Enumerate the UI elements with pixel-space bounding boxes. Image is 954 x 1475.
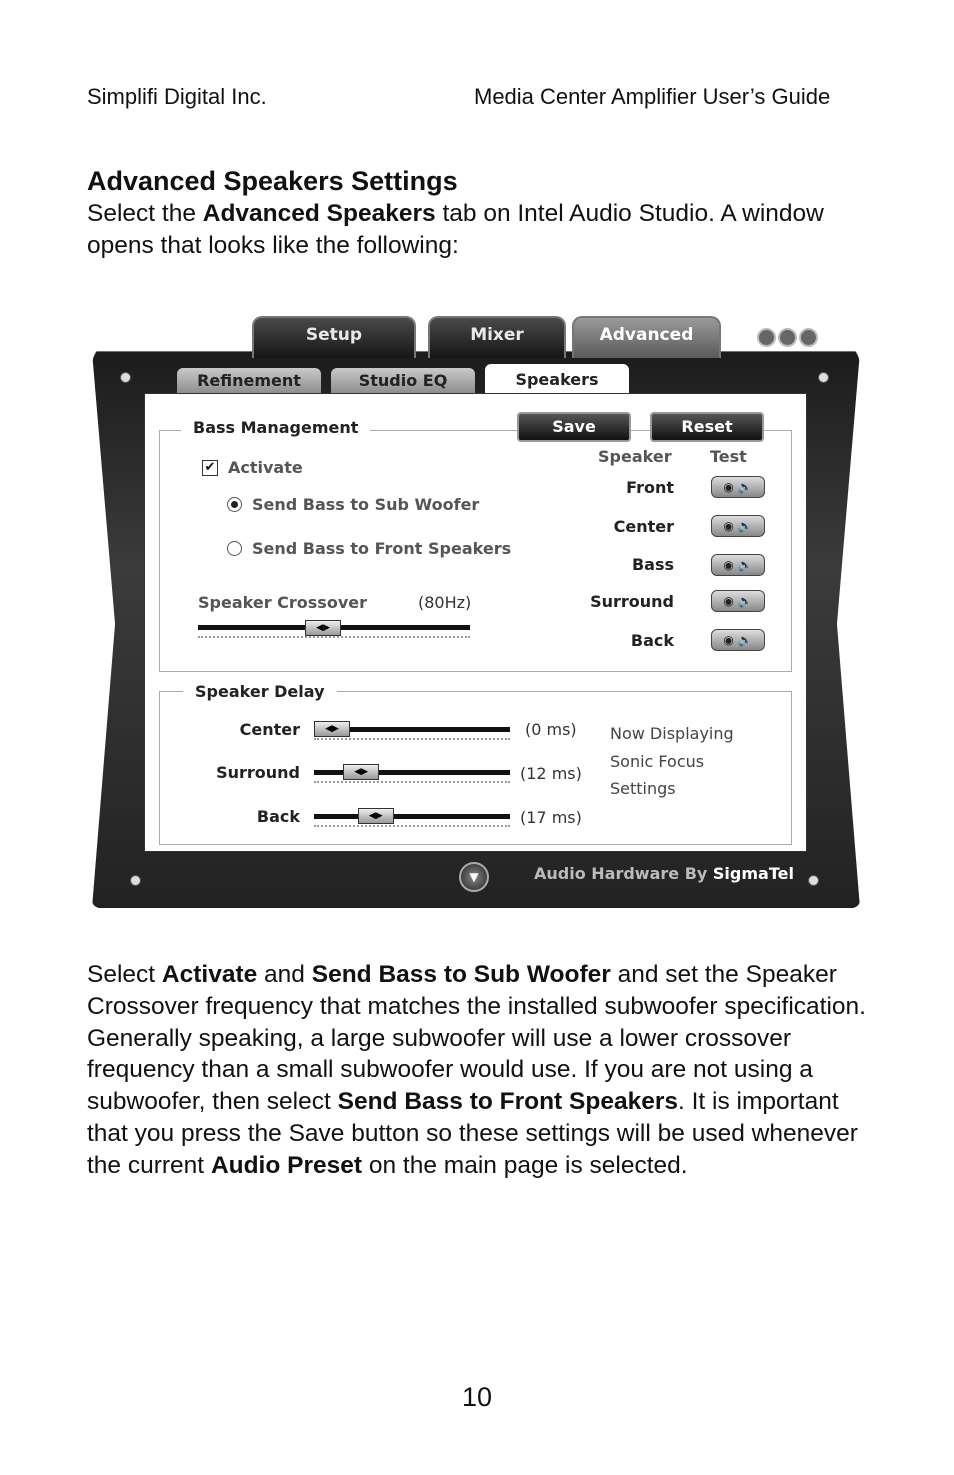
crossover-label: Speaker Crossover: [198, 593, 367, 612]
speakers-panel: [144, 393, 807, 852]
test-front-button[interactable]: ◉ 🔈: [711, 476, 765, 498]
radio-sub-woofer[interactable]: [227, 497, 242, 512]
speaker-label-front: Front: [626, 478, 674, 497]
header-guide-title: Media Center Amplifier User’s Guide: [474, 84, 831, 109]
reset-button[interactable]: Reset: [650, 412, 764, 442]
bass-management-title: Bass Management: [181, 418, 370, 437]
radio-front-speakers-label: Send Bass to Front Speakers: [252, 539, 512, 558]
screw-icon: [120, 372, 131, 383]
window-controls: [757, 328, 820, 351]
delay-back-thumb[interactable]: ◀▶: [358, 808, 394, 824]
delay-label-surround: Surround: [216, 763, 300, 782]
intro-paragraph: Select the Advanced Speakers tab on Intel Audio Studio. A window opens that looks like the following:: [87, 200, 824, 259]
speaker-label-center: Center: [613, 517, 674, 536]
tab-advanced[interactable]: Advanced: [572, 316, 721, 358]
screw-icon: [818, 372, 829, 383]
page-number: 10: [461, 1382, 493, 1412]
expand-knob-icon[interactable]: ▼: [459, 862, 489, 892]
test-column-header: Test: [710, 447, 747, 466]
speaker-label-bass: Bass: [631, 555, 674, 574]
crossover-slider-thumb[interactable]: ◀▶: [305, 620, 341, 636]
subtab-refinement[interactable]: Refinement: [177, 368, 321, 394]
activate-checkbox[interactable]: ✔: [202, 460, 218, 476]
delay-back-value: (17 ms): [520, 808, 582, 827]
delay-back-ticks: [314, 821, 510, 827]
speaker-delay-title: Speaker Delay: [183, 682, 337, 701]
tab-mixer[interactable]: Mixer: [428, 316, 566, 358]
delay-center-thumb[interactable]: ◀▶: [314, 721, 350, 737]
test-bass-button[interactable]: ◉ 🔈: [711, 554, 765, 576]
screw-icon: [130, 875, 141, 886]
minimize-icon[interactable]: [778, 328, 797, 347]
status-line-1: Now Displaying: [610, 724, 734, 743]
body-paragraph: Select Activate and Send Bass to Sub Woofer and set the Speaker Crossover frequency that matches the installed subwoofer specification. Generally speaking, a large subwoofer will use a lower crossover frequency than a small subwoofer would use. If you are not using a subwoofer, then select Send Bass to Front Speakers. It is important that you press the Save button so these settings will be used whenever the current Audio Preset on the main page is selected.: [87, 961, 866, 1179]
test-back-button[interactable]: ◉ 🔈: [711, 629, 765, 651]
section-title: Advanced Speakers Settings: [87, 166, 458, 196]
speaker-column-header: Speaker: [598, 447, 672, 466]
screw-icon: [808, 875, 819, 886]
delay-surround-value: (12 ms): [520, 764, 582, 783]
close-icon[interactable]: [799, 328, 818, 347]
save-button[interactable]: Save: [517, 412, 631, 442]
speaker-label-surround: Surround: [590, 592, 674, 611]
header-company: Simplifi Digital Inc.: [87, 84, 267, 109]
delay-surround-thumb[interactable]: ◀▶: [343, 764, 379, 780]
delay-back-track: [314, 814, 510, 819]
activate-label: Activate: [228, 458, 303, 477]
status-line-3: Settings: [610, 779, 676, 798]
help-icon[interactable]: [757, 328, 776, 347]
test-surround-button[interactable]: ◉ 🔈: [711, 590, 765, 612]
subtab-studio-eq[interactable]: Studio EQ: [331, 368, 475, 394]
subtab-speakers[interactable]: Speakers: [485, 364, 629, 394]
speaker-label-back: Back: [630, 631, 674, 650]
footer-hardware-credit: Audio Hardware By SigmaTel: [534, 864, 794, 883]
tab-setup[interactable]: Setup: [252, 316, 416, 358]
audio-studio-screenshot: [92, 310, 860, 908]
radio-front-speakers[interactable]: [227, 541, 242, 556]
delay-label-back: Back: [256, 807, 300, 826]
delay-label-center: Center: [239, 720, 300, 739]
crossover-value: (80Hz): [418, 593, 472, 612]
radio-sub-woofer-label: Send Bass to Sub Woofer: [252, 495, 480, 514]
status-line-2: Sonic Focus: [610, 752, 705, 771]
delay-center-value: (0 ms): [525, 720, 577, 739]
test-center-button[interactable]: ◉ 🔈: [711, 515, 765, 537]
